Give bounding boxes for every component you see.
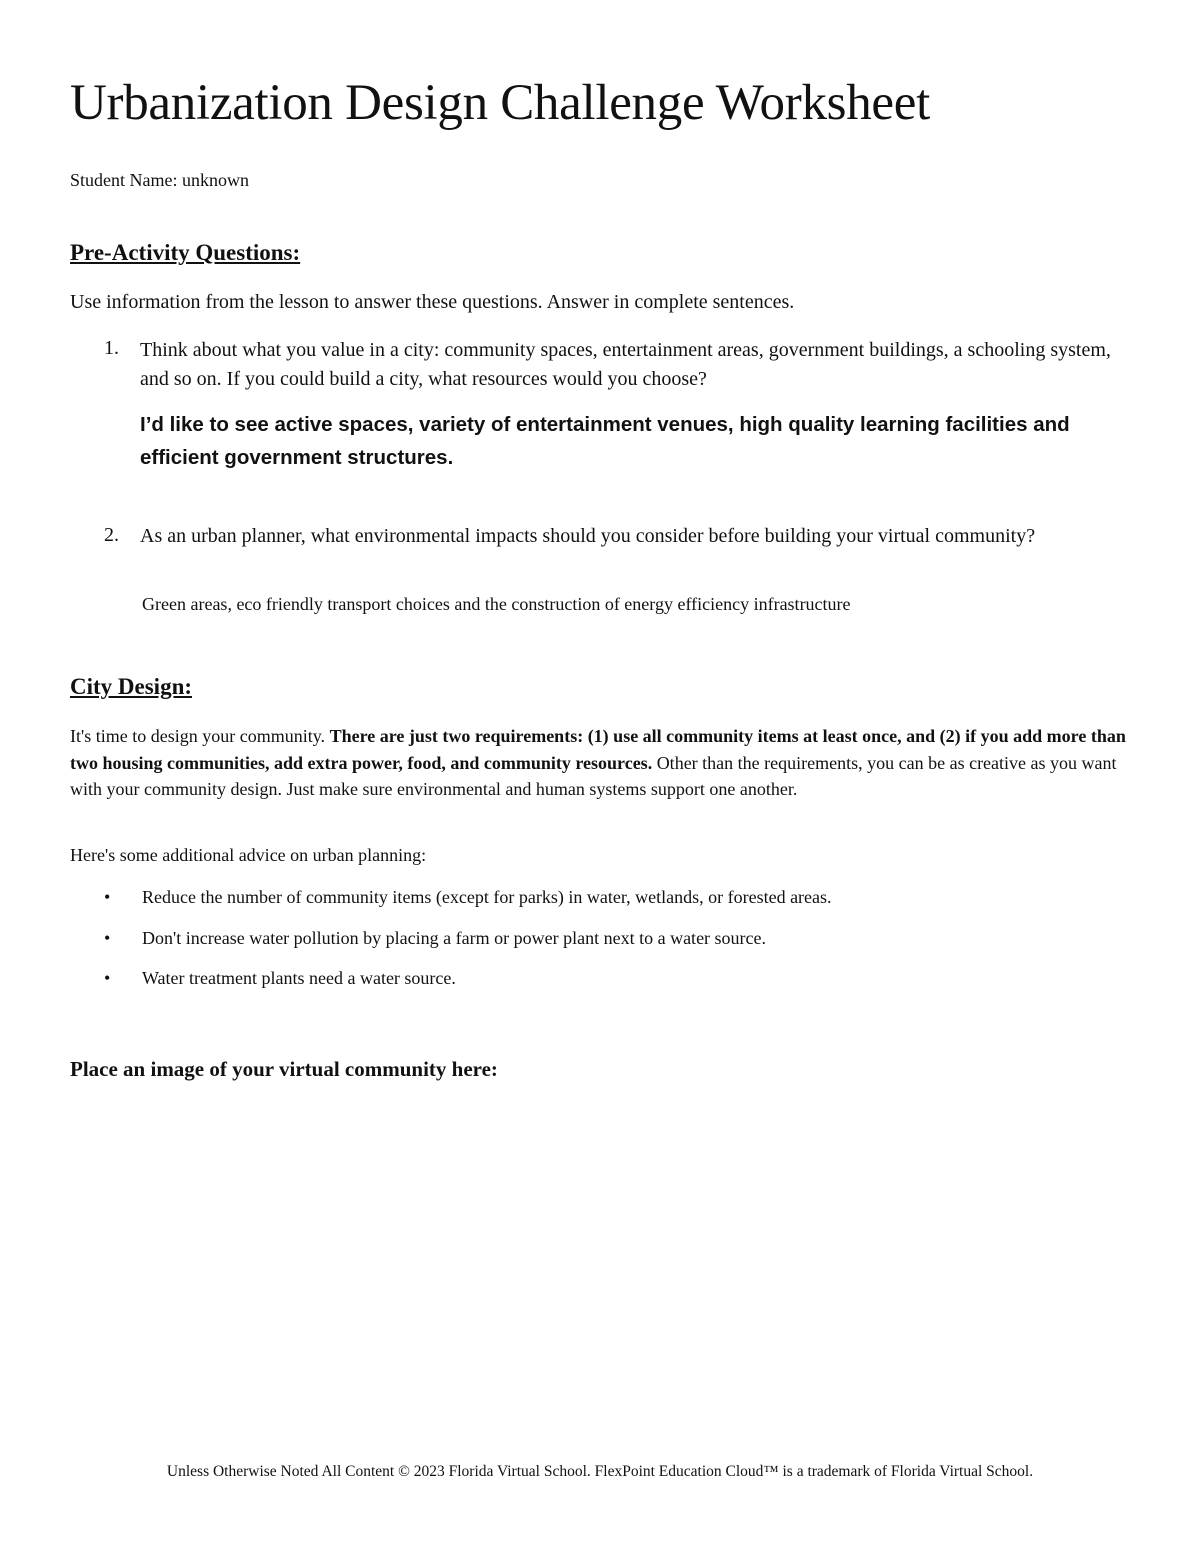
question-1-answer: I’d like to see active spaces, variety of entertainment venues, high quality learning facilities and efficient government structures. xyxy=(140,413,1070,469)
question-1-text: Think about what you value in a city: community spaces, entertainment areas, government buildings, a schooling system, and so on. If you could build a city, what resources would you choose? xyxy=(140,339,1111,390)
advice-item: Don't increase water pollution by placing a farm or power plant next to a water source. xyxy=(142,928,767,948)
bullet-icon: • xyxy=(104,928,111,948)
question-2-answer: Green areas, eco friendly transport choices and the construction of energy efficiency infrastructure xyxy=(142,594,851,614)
question-1-number: 1. xyxy=(104,337,119,359)
pre-activity-heading: Pre-Activity Questions: xyxy=(70,240,301,265)
intro-plain-text: It's time to design your community. xyxy=(70,726,330,746)
intro-remaining-text: Other than the requirements, you can be as creative as you want with your community design. Just make sure environmental and human systems support one another. xyxy=(70,752,1117,799)
question-2-text: As an urban planner, what environmental impacts should you consider before building your virtual community? xyxy=(140,525,1036,547)
city-design-heading: City Design: xyxy=(70,674,193,699)
bullet-icon: • xyxy=(104,887,111,907)
copyright-footer: Unless Otherwise Noted All Content © 2023 Florida Virtual School. FlexPoint Education Cloud™ is a trademark of Florida Virtual School. xyxy=(166,1463,1034,1480)
city-design-intro xyxy=(70,723,1132,803)
advice-item: Reduce the number of community items (except for parks) in water, wetlands, or forested areas. xyxy=(142,887,832,907)
worksheet-title: Urbanization Design Challenge Worksheet xyxy=(70,75,930,131)
image-prompt: Place an image of your virtual community here: xyxy=(70,1057,498,1081)
advice-intro: Here's some additional advice on urban planning: xyxy=(70,845,427,865)
pre-activity-instructions: Use information from the lesson to answer these questions. Answer in complete sentences. xyxy=(70,291,795,313)
community-image-placeholder[interactable] xyxy=(70,1095,1130,1425)
bullet-icon: • xyxy=(104,968,111,988)
student-name: Student Name: unknown xyxy=(70,170,249,190)
advice-item: Water treatment plants need a water source. xyxy=(142,968,456,988)
question-2-number: 2. xyxy=(104,524,119,546)
intro-requirements: There are just two requirements: (1) use all community items at least once, and (2) if you add more than two housing communities, add extra power, food, and community resources. xyxy=(70,726,1126,773)
